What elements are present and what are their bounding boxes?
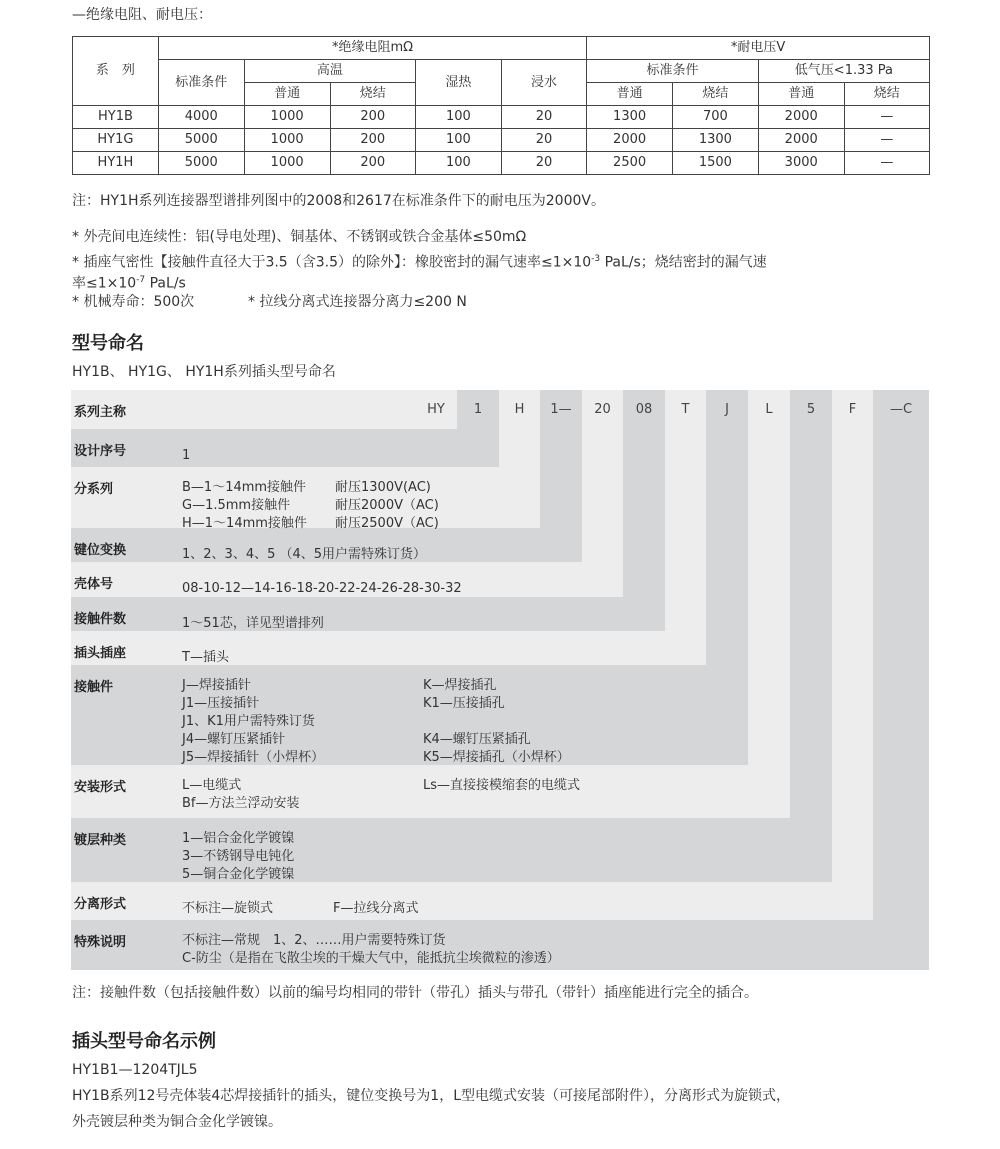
code-segment: 08 <box>635 402 653 417</box>
naming-row-text-secondary: K5—焊接插孔（小焊杯） <box>423 750 570 765</box>
cell-lp-normal: 3000 <box>758 152 844 175</box>
naming-row-text: 1 <box>182 448 191 463</box>
cell-series: HY1B <box>73 106 159 129</box>
naming-row-text: T—插头 <box>182 650 229 665</box>
example-desc-line2: 外壳镀层种类为铜合金化学镀镍。 <box>72 1114 282 1130</box>
naming-row-text: 1—铝合金化学镀镍 <box>182 831 295 846</box>
naming-row-label: 特殊说明 <box>74 935 127 950</box>
naming-row-text-secondary: Ls—直接接模缩套的电缆式 <box>423 778 581 793</box>
naming-row-label: 系列主称 <box>74 405 127 420</box>
naming-subtitle: HY1B、 HY1G、 HY1H系列插头型号命名 <box>72 364 336 380</box>
code-column-band <box>873 390 929 970</box>
naming-row-text: 不标注—常规 1、2、……用户需要特殊订货 <box>182 933 446 948</box>
naming-row-text: J—焊接插针 <box>182 678 251 693</box>
table-row <box>73 129 930 152</box>
code-segment: H <box>514 402 525 417</box>
naming-row-label: 接触件 <box>74 680 114 695</box>
naming-row-band <box>71 429 499 467</box>
bullet-airtight: * 插座气密性【接触件直径大于3.5（含3.5）的除外】：橡胶密封的漏气速率$\le 1\times 10^{-3}$ PaL/s；烧结密封的漏气速 <box>72 254 767 271</box>
cell-lp-sintered: — <box>844 106 929 129</box>
naming-row-label: 键位变换 <box>74 543 127 558</box>
code-column-band <box>665 390 706 665</box>
cell-lp-normal: 2000 <box>758 129 844 152</box>
example-title: 插头型号命名示例 <box>72 1031 216 1052</box>
code-segment: —C <box>889 402 913 417</box>
naming-row-label: 安装形式 <box>74 780 127 795</box>
cell-ht-sintered: 200 <box>330 129 416 152</box>
naming-row-label: 设计序号 <box>74 444 127 459</box>
bullet-continuity: * 外壳间电连续性：铝(导电处理)、铜基体、不锈钢或铁合金基体≤50mΩ <box>72 229 527 245</box>
cell-std: 4000 <box>158 106 244 129</box>
naming-row-text: J1—压接插针 <box>182 696 260 711</box>
naming-row-band <box>71 631 706 665</box>
header-volt-standard: 标准条件 <box>587 60 759 83</box>
cell-std: 5000 <box>158 152 244 175</box>
naming-row-text-secondary: K—焊接插孔 <box>423 678 497 693</box>
code-segment: 1— <box>550 402 572 417</box>
cell-std: 5000 <box>158 129 244 152</box>
sub-normal: 普通 <box>244 83 330 106</box>
header-standard: 标准条件 <box>158 60 244 106</box>
cell-ht-normal: 1000 <box>244 129 330 152</box>
naming-row-text: 1～51芯，详见型谱排列 <box>182 616 324 631</box>
naming-row-text-secondary: 耐压2500V（AC) <box>335 516 439 531</box>
cell-damp: 100 <box>416 106 502 129</box>
naming-row-text-secondary: 耐压1300V(AC) <box>335 480 431 495</box>
sub-sintered: 烧结 <box>673 83 759 106</box>
naming-row-text: Bf—方法兰浮动安装 <box>182 796 300 811</box>
cell-ht-normal: 1000 <box>244 106 330 129</box>
naming-row-text-secondary: K1—压接插孔 <box>423 696 505 711</box>
code-segment: F <box>848 402 857 417</box>
note-mating: 注：接触件数（包括接触件数）以前的编号均相同的带针（带孔）插头与带孔（带针）插座能进行完全的插合。 <box>72 985 758 1001</box>
cell-lp-sintered: — <box>844 152 929 175</box>
sub-normal: 普通 <box>587 83 673 106</box>
cell-series: HY1G <box>73 129 159 152</box>
naming-row-text: H—1～14mm接触件 <box>182 516 307 531</box>
code-segment: 5 <box>806 402 816 417</box>
code-column-band <box>790 390 832 882</box>
header-series: 系 列 <box>73 37 159 106</box>
header-low-pressure: 低气压<1.33 Pa <box>758 60 929 83</box>
cell-v-normal: 2500 <box>587 152 673 175</box>
cell-v-normal: 1300 <box>587 106 673 129</box>
cell-lp-normal: 2000 <box>758 106 844 129</box>
cell-v-sintered: 1300 <box>673 129 759 152</box>
header-high-temp: 高温 <box>244 60 415 83</box>
naming-row-text: B—1～14mm接触件 <box>182 480 307 495</box>
naming-row-text: 3—不锈钢导电钝化 <box>182 849 295 864</box>
naming-row-text: 08-10-12—14-16-18-20-22-24-26-28-30-32 <box>182 581 462 596</box>
cell-v-normal: 2000 <box>587 129 673 152</box>
cell-damp: 100 <box>416 152 502 175</box>
naming-row-label: 分系列 <box>74 482 114 497</box>
bullet-airtight-cont: 率$\le 1\times 10^{-7}$ PaL/s <box>72 275 186 292</box>
code-segment: HY <box>427 402 445 417</box>
cell-v-sintered: 700 <box>673 106 759 129</box>
header-insulation: *绝缘电阻mΩ <box>158 37 586 60</box>
code-segment: 20 <box>594 402 611 417</box>
code-column-band <box>832 390 873 920</box>
sub-sintered: 烧结 <box>330 83 416 106</box>
sub-normal: 普通 <box>758 83 844 106</box>
table-row <box>73 152 930 175</box>
code-segment: L <box>765 402 773 417</box>
naming-row-text: L—电缆式 <box>182 778 242 793</box>
cell-damp: 100 <box>416 129 502 152</box>
naming-row-text: C-防尘（是指在飞散尘埃的干燥大气中，能抵抗尘埃微粒的渗透） <box>182 951 560 966</box>
cell-series: HY1H <box>73 152 159 175</box>
naming-title: 型号命名 <box>72 333 144 354</box>
header-damp-heat: 湿热 <box>416 60 502 106</box>
spec-table <box>72 36 930 175</box>
code-segment: J <box>725 402 729 417</box>
cell-v-sintered: 1500 <box>673 152 759 175</box>
naming-row-text: 不标注—旋锁式 <box>182 901 274 916</box>
naming-row-text: J5—焊接插针（小焊杯） <box>182 750 325 765</box>
example-code: HY1B1—1204TJL5 <box>72 1062 198 1078</box>
cell-lp-sintered: — <box>844 129 929 152</box>
code-segment: 1 <box>473 402 483 417</box>
naming-row-band <box>71 665 748 765</box>
naming-row-label: 插头插座 <box>74 646 127 661</box>
cell-ht-sintered: 200 <box>330 106 416 129</box>
example-desc-line1: HY1B系列12号壳体装4芯焊接插针的插头，键位变换号为1，L型电缆式安装（可接尾部附件），分离形式为旋锁式， <box>72 1088 791 1104</box>
cell-immersion: 20 <box>501 106 586 129</box>
sub-sintered: 烧结 <box>844 83 929 106</box>
table-row <box>73 106 930 129</box>
bullet-life: * 机械寿命：500次 <box>72 294 195 310</box>
naming-row-text-secondary: F—拉线分离式 <box>333 901 419 916</box>
cell-immersion: 20 <box>501 129 586 152</box>
naming-row-label: 壳体号 <box>74 577 114 592</box>
bullet-separation-force: * 拉线分离式连接器分离力≤200 N <box>248 294 467 310</box>
code-column-band <box>748 390 790 818</box>
naming-row-text: J1、K1用户需特殊订货 <box>182 714 315 729</box>
naming-row-text: 1、2、3、4、5 （4、5用户需特殊订货） <box>182 547 427 562</box>
naming-row-label: 分离形式 <box>74 897 127 912</box>
naming-row-band <box>71 597 665 631</box>
header-immersion: 浸水 <box>501 60 586 106</box>
naming-row-label: 镀层种类 <box>74 833 127 848</box>
note-voltage: 注：HY1H系列连接器型谱排列图中的2008和2617在标准条件下的耐电压为2000V。 <box>72 193 605 209</box>
section-intro: —绝缘电阻、耐电压： <box>72 7 212 23</box>
naming-row-band <box>71 390 457 429</box>
naming-row-text: J4—螺钉压紧插针 <box>182 732 286 747</box>
naming-row-text: G—1.5mm接触件 <box>182 498 291 513</box>
cell-ht-sintered: 200 <box>330 152 416 175</box>
naming-row-text: 5—铜合金化学镀镍 <box>182 867 295 882</box>
code-segment: T <box>681 402 690 417</box>
cell-ht-normal: 1000 <box>244 152 330 175</box>
naming-row-text-secondary: K4—螺钉压紧插孔 <box>423 732 531 747</box>
naming-row-text-secondary: 耐压2000V（AC) <box>335 498 439 513</box>
cell-immersion: 20 <box>501 152 586 175</box>
header-voltage: *耐电压V <box>587 37 930 60</box>
naming-row-label: 接触件数 <box>74 612 127 627</box>
